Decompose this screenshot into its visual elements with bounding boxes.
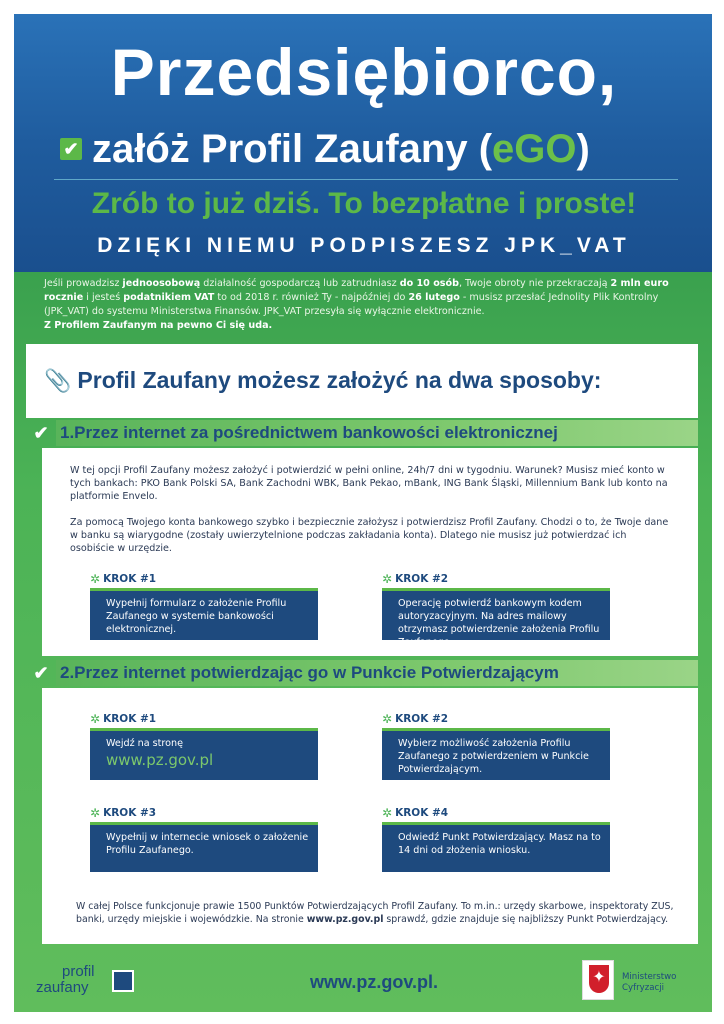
ministry-logo (582, 960, 702, 1004)
step-label-text: KROK #3 (103, 807, 157, 819)
intro-bold: 2 mln euro rocznie (44, 278, 669, 303)
ways-title (44, 364, 684, 397)
intro-bold: do 10 osób (399, 278, 459, 289)
intro-bold: Z Profilem Zaufanym na pewno Ci się uda. (44, 320, 273, 331)
gear-icon: ✲ (90, 806, 101, 820)
intro-text: , Twoje obroty nie przekraczają (458, 278, 611, 289)
ways-title-text: Profil Zaufany możesz założyć na dwa sposoby: (77, 367, 602, 393)
note-link[interactable]: www.pz.gov.pl (306, 914, 384, 925)
ways-box (26, 344, 698, 418)
note-text: sprawdź, gdzie znajduje się najbliższy Punkt Potwierdzający. (383, 914, 669, 925)
intro-paragraph (44, 277, 694, 333)
step-label-text: KROK #2 (395, 573, 449, 585)
ministry-name (622, 972, 676, 994)
intro-text: - musisz przesłać Jednolity Plik Kontrolny (JPK_VAT) do systemu Ministerstwa Finansów. JPK_VAT przesyła się wyłącznie elektronicznie. (44, 292, 659, 317)
section2-panel (42, 688, 698, 944)
step-text: Wejdź na stronę (106, 738, 184, 749)
section1-text2: Za pomocą Twojego konta bankowego szybko i bezpiecznie założysz i potwierdzisz Profil Zaufany. Chodzi o to, że Twoje dane w banku są wiarygodne (zostały uwierzytelnione podczas zakładania konta). Dlatego nie musisz już potwierdzać ich osobiście w urzędzie. (70, 517, 669, 554)
page-title: Przedsiębiorco, (110, 35, 618, 109)
step-label (90, 806, 156, 820)
check-icon: ✔ (33, 423, 49, 443)
intro-bold: podatnikiem VAT (123, 292, 215, 303)
jpk-line: DZIĘKI NIEMU PODPISZESZ JPK_VAT (97, 234, 631, 257)
step-box: Wybierz możliwość założenia Profilu Zaufanego z potwierdzeniem w Punkcie Potwierdzającym. (382, 728, 610, 780)
subtitle-close: ) (576, 127, 590, 171)
intro-text: i jesteś (83, 292, 124, 303)
gear-icon: ✲ (382, 806, 393, 820)
check-icon: ✔ (33, 663, 49, 683)
logo-line2: zaufany (36, 979, 89, 996)
step-label-text: KROK #1 (103, 713, 157, 725)
subtitle (60, 122, 700, 176)
section1-panel (42, 448, 698, 656)
section1-heading-text: 1.Przez internet za pośrednictwem bankowości elektronicznej (60, 423, 558, 442)
gear-icon: ✲ (90, 572, 101, 586)
logo-line1: profil (62, 963, 95, 980)
divider (54, 179, 678, 180)
poster (14, 14, 712, 1012)
section2-heading-text: 2.Przez internet potwierdzając go w Punkcie Potwierdzającym (60, 663, 559, 682)
step-url-link[interactable]: www.pz.gov.pl (106, 751, 214, 769)
gear-icon: ✲ (382, 572, 393, 586)
intro-text: Jeśli prowadzisz (44, 278, 123, 289)
intro-text: to od 2018 r. również Ty - najpóźniej do (214, 292, 409, 303)
intro-text: działalność gospodarczą lub zatrudniasz (200, 278, 400, 289)
footer-url-link[interactable]: www.pz.gov.pl. (310, 972, 438, 992)
subtitle-ego: eGO (492, 127, 577, 171)
step-label (382, 572, 448, 586)
section1-text1: W tej opcji Profil Zaufany możesz założyć i potwierdzić w pełni online, 24h/7 dni w tygodniu. Warunek? Musisz mieć konto w tych bankach: PKO Bank Polski SA, Bank Zachodni WBK, Bank Pekao, mBank, ING Bank Śląski, Millennium Bank lub konto na platformie Envelo. (70, 465, 668, 502)
step-label (382, 712, 448, 726)
footer (14, 956, 712, 1012)
step-box: Operację potwierdź bankowym kodem autoryzacyjnym. Na adres mailowy otrzymasz potwierdzenie założenia Profilu Zaufanego. (382, 588, 610, 640)
eagle-emblem-icon: ✦ (582, 960, 614, 1000)
step-label (382, 806, 448, 820)
tagline: Zrób to już dziś. To bezpłatne i proste! (91, 187, 637, 220)
footer-note (76, 900, 696, 926)
intro-bold: jednoosobową (122, 278, 201, 289)
step-box: Odwiedź Punkt Potwierdzający. Masz na to 14 dni od złożenia wniosku. (382, 822, 610, 872)
step-box: Wypełnij formularz o założenie Profilu Zaufanego w systemie bankowości elektronicznej. (90, 588, 318, 640)
gear-icon: ✲ (382, 712, 393, 726)
step-label-text: KROK #1 (103, 573, 157, 585)
ministry-line1: Ministerstwo (622, 972, 677, 982)
step-label-text: KROK #2 (395, 713, 449, 725)
subtitle-text: załóż Profil Zaufany ( (92, 127, 493, 171)
ministry-line2: Cyfryzacji (622, 983, 665, 993)
step-label (90, 572, 156, 586)
profil-zaufany-logo (36, 964, 146, 1004)
step-box: Wypełnij w internecie wniosek o założenie Profilu Zaufanego. (90, 822, 318, 872)
paperclip-icon: 📎 (44, 368, 72, 393)
checkbox-icon: ✔ (60, 138, 82, 160)
gear-icon: ✲ (90, 712, 101, 726)
intro-bold: 26 lutego (408, 292, 460, 303)
step-box (90, 728, 318, 780)
step-label (90, 712, 156, 726)
note-text: W całej Polsce funkcjonuje prawie 1500 Punktów Potwierdzających Profil Zaufany. To m.in.: urzędy skarbowe, inspektoraty ZUS, banki, urzędy miejskie i wojewódzkie. Na stronie (76, 901, 674, 925)
step-label-text: KROK #4 (395, 807, 449, 819)
section2-heading (26, 660, 698, 686)
qr-icon (112, 970, 134, 992)
section1-heading (26, 420, 698, 446)
